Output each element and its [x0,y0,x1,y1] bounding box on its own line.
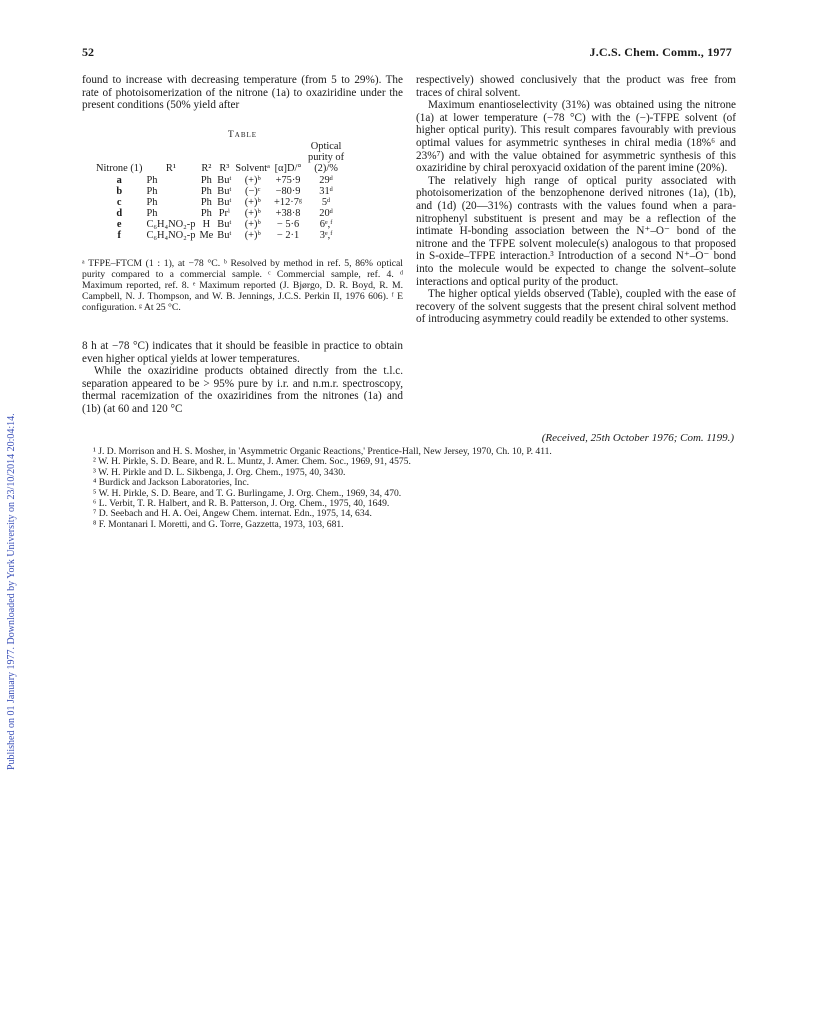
table-cell: 5ᵈ [321,197,331,208]
table-row [94,208,348,219]
right-column-body [416,74,736,326]
reference-item: ³ W. H. Pirkle and D. L. Sikbenga, J. Org. Chem., 1975, 40, 3430. [93,466,346,478]
table-cell: Buᵗ [217,175,232,186]
paragraph: respectively) showed conclusively that the product was free from traces of chiral solvent. [416,74,736,99]
reference-item: ⁸ F. Montanari I. Moretti, and G. Torre, Gazzetta, 1973, 103, 681. [93,518,344,530]
table-row [94,186,348,197]
table-cell: Prⁱ [218,208,231,219]
column-header: R² [201,163,212,174]
table-row [94,219,348,230]
column-header: Nitrone (1) [96,163,143,174]
reference-item: ⁷ D. Seebach and H. A. Oei, Angew Chem. internat. Edn., 1975, 14, 634. [93,508,372,520]
column-header: R¹ [165,163,176,174]
table-cell: Ph [146,208,158,219]
table-cell: Ph [146,186,158,197]
references-list [93,447,552,530]
reference-item: ¹ J. D. Morrison and H. S. Mosher, in 'Asymmetric Organic Reactions,' Prentice-Hall, New Jersey, 1970, Ch. 10, P. 411. [93,446,552,457]
table-footnotes: ᵃ TFPE–FTCM (1 : 1), at −78 °C. ᵇ Resolved by method in ref. 5, 86% optical purity compared to a commercial sample. ᶜ Commercial sample, ref. 4. ᵈ Maximum reported, ref. 8. ᵉ Maximum reported (J. Bjørgo, D. R. Boyd, R. M. Campbell, N. J. Thompson, and W. B. Jennings, J.C.S. Perkin II, 1976 606). ᶠ E configuration. ᵍ At 25 °C. [82,258,403,313]
left-column-body [82,340,403,416]
table-cell: d [116,208,123,219]
table-cell: 3ᵉ,ᶠ [319,230,333,241]
table-cell: C₆H₄NO₂-p [146,230,196,241]
table-cell: Ph [200,186,212,197]
received-line [542,432,734,444]
table-cell: 31ᵈ [319,186,333,197]
received-text: (Received, 25th October 1976; Com. 1199.) [541,432,734,444]
table-cell: Ph [200,175,212,186]
table-cell: b [116,186,123,197]
table-cell: − 5·6 [276,219,300,230]
table-cell: (−)ᶜ [244,186,261,197]
table-cell: Ph [200,208,212,219]
table-cell: (+)ᵇ [244,230,261,241]
reference-item: ⁴ Burdick and Jackson Laboratories, Inc. [93,477,249,489]
table-cell: −80·9 [275,186,301,197]
table-cell: (+)ᵇ [244,219,261,230]
column-header: [α]D/° [274,163,302,174]
table-cell: e [116,219,122,230]
journal-title: J.C.S. Chem. Comm., 1977 [589,45,732,59]
table-cell: Buᵗ [217,197,232,208]
table-cell: a [116,175,122,186]
table-cell: Me [199,230,214,241]
column-header: R³ [219,163,230,174]
paragraph: While the oxaziridine products obtained directly from the t.l.c. separation appeared to be > 95% pure by i.r. and n.m.r. spectroscopy, thermal racemization of the oxaziridines from the nitrones (1a) and (1b) (at 60 and 120 °C [82,365,403,415]
table-cell: (+)ᵇ [244,197,261,208]
table-cell: (+)ᵇ [244,208,261,219]
table-body [94,175,348,241]
page-number: 52 [82,45,94,59]
table-cell: H [202,219,211,230]
table-cell: Ph [146,175,158,186]
table-cell: 6ᵉ,ᶠ [319,219,333,230]
table-row [94,230,348,241]
table-cell: Ph [200,197,212,208]
table-cell: +38·8 [275,208,301,219]
table-cell: c [116,197,122,208]
table-cell: − 2·1 [276,230,300,241]
table-cell: (+)ᵇ [244,175,261,186]
table-caption: Table [227,129,258,140]
table-cell: C₆H₄NO₂-p [146,219,196,230]
table-cell: f [117,230,121,241]
paragraph: 8 h at −78 °C) indicates that it should be feasible in practice to obtain even higher optical yields at lower temperatures. [82,340,403,365]
reference-item: ⁵ W. H. Pirkle, S. D. Beare, and T. G. Burlingame, J. Org. Chem., 1969, 34, 470. [93,487,402,499]
table-cell: +75·9 [275,175,301,186]
column-header: Optical purity of (2)/% [308,141,345,174]
table-cell: 29ᵈ [319,175,333,186]
table-cell: Buᵗ [217,230,232,241]
left-column-intro [82,74,403,112]
table-cell: Buᵗ [217,219,232,230]
download-watermark: Published on 01 January 1977. Downloaded by York University on 23/10/2014 20:04:14. [6,413,17,770]
table-cell: 20ᵈ [319,208,333,219]
column-header: Solventᵃ [235,163,271,174]
reference-item: ⁶ L. Verbit, T. R. Halbert, and R. B. Patterson, J. Org. Chem., 1975, 40, 1649. [93,498,390,510]
results-table [94,141,348,241]
reference-item: ² W. H. Pirkle, S. D. Beare, and R. L. Muntz, J. Amer. Chem. Soc., 1969, 91, 4575. [93,456,411,468]
table-row [94,175,348,186]
paragraph: Maximum enantioselectivity (31%) was obtained using the nitrone (1a) at lower temperature (−78 °C) with the (−)-TFPE solvent (of higher optical purity). This result compares favourably with previous optimal values for asymmetric syntheses in chiral media (18%⁶ and 23%⁷) and with the value obtained for asymmetric synthesis of this oxaziridine by chiral peroxyacid oxidation of the parent imine (20%). [416,99,736,175]
table-cell: +12·7ᵍ [274,197,303,208]
paragraph: The higher optical yields observed (Table), coupled with the ease of recovery of the solvent suggests that the present chiral solvent method of introducing asymmetry could readily be extended to other systems. [416,288,736,326]
paragraph: found to increase with decreasing temperature (from 5 to 29%). The rate of photoisomerization of the nitrone (1a) to oxaziridine under the present conditions (50% yield after [82,74,403,112]
table-row [94,197,348,208]
table-cell: Ph [146,197,158,208]
table-cell: Buᵗ [217,186,232,197]
paragraph: The relatively high range of optical purity associated with photoisomerization of the benzophenone derived nitrones (1a), (1b), and (1d) (20—31%) contrasts with the values found when a para-nitrophenyl substituent is present and may be a reflection of the intimate H-bonding association between the N⁺–O⁻ bond of the nitrone and the TFPE solvent molecule(s) analogous to that proposed in S-oxide–TFPE interaction.³ Introduction of a second N⁺–O⁻ bond into the molecule would be expected to change the solvent–solute interactions and optical purity of the product. [416,174,736,288]
